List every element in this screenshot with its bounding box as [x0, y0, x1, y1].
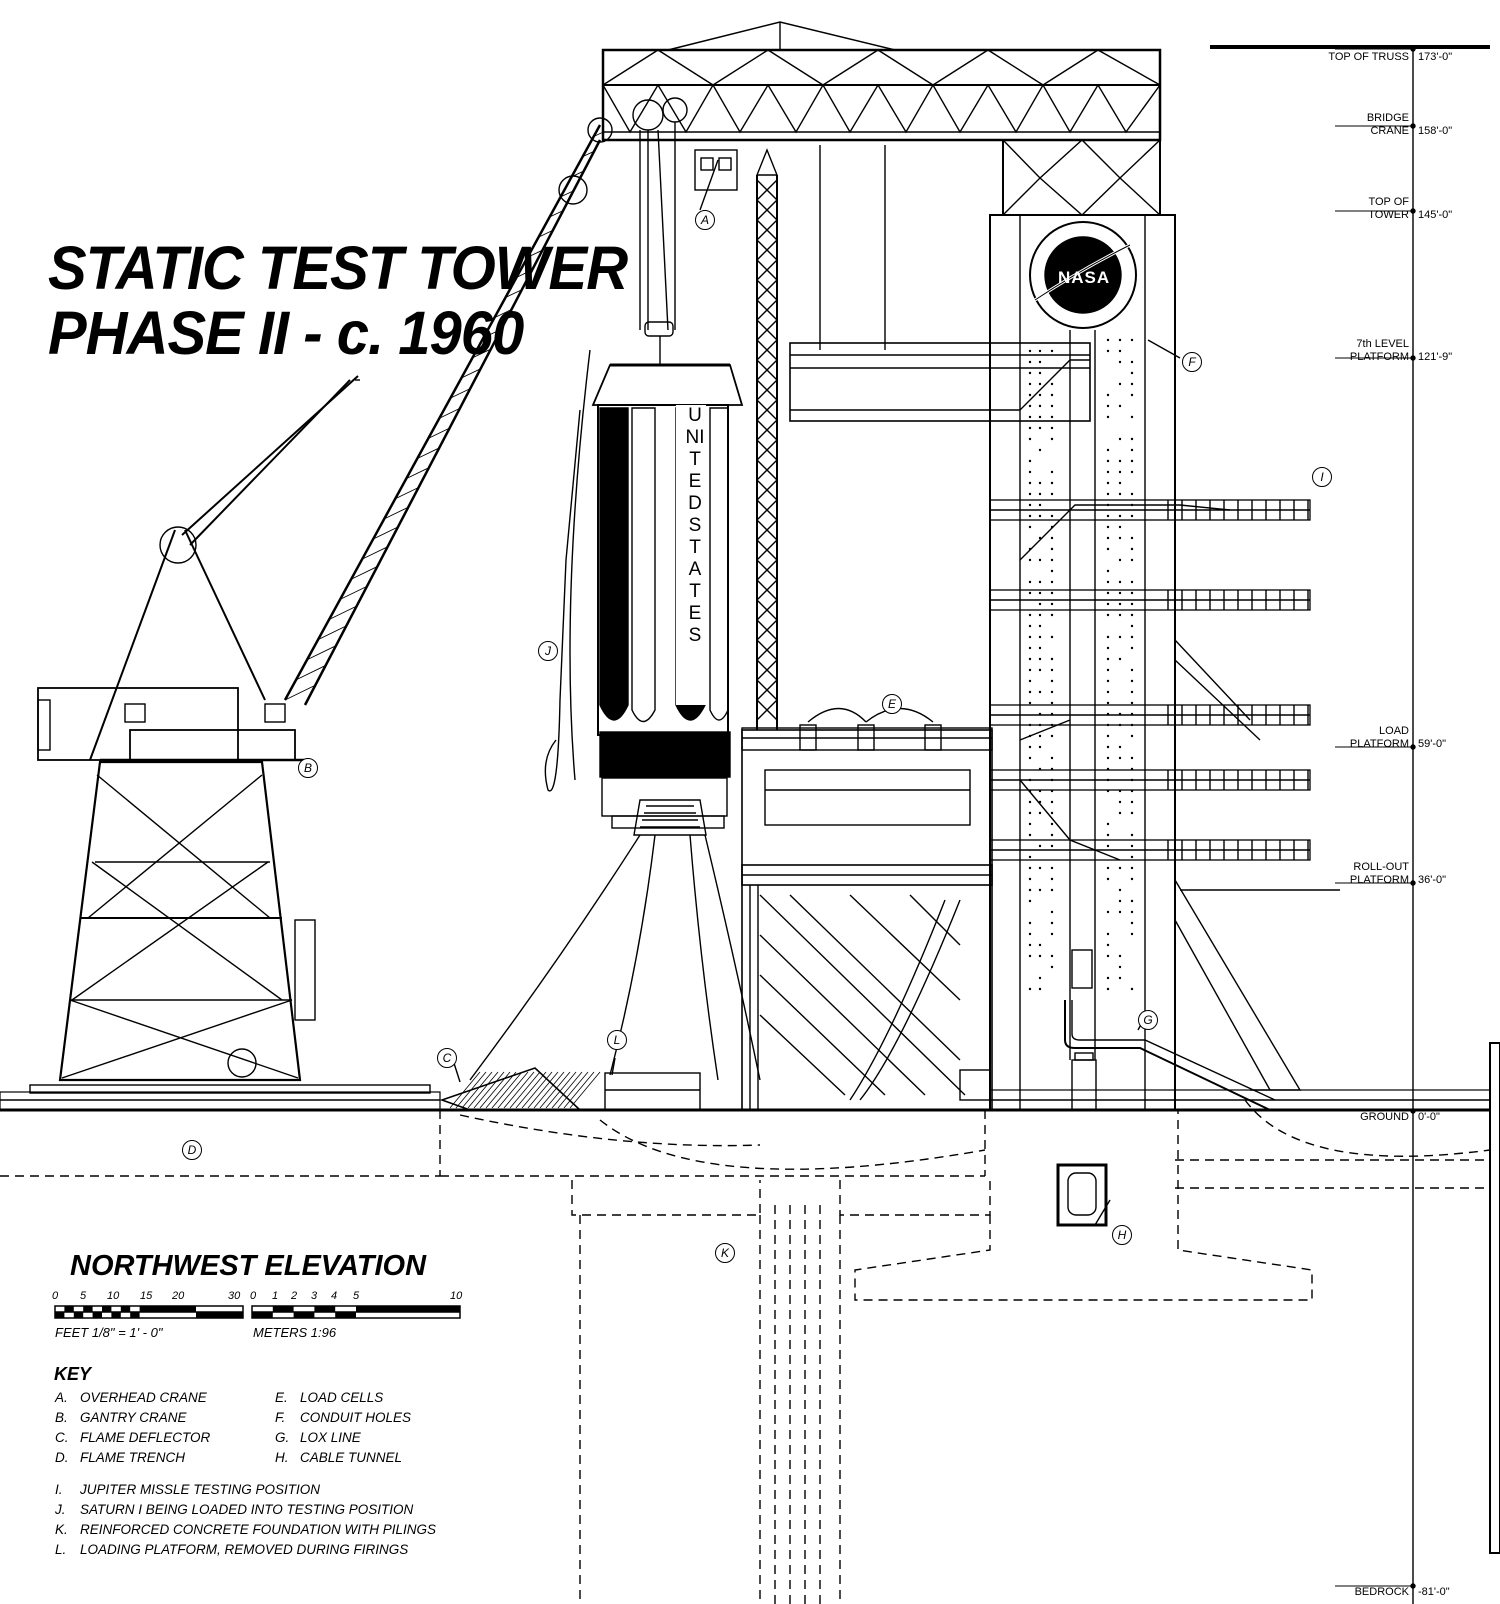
- scale-bar: [55, 1306, 460, 1318]
- key-item: [55, 1522, 436, 1537]
- meter-tick: 1: [272, 1290, 279, 1302]
- test-stand: [742, 709, 992, 1111]
- callout-l: L: [607, 1030, 627, 1050]
- key-item: [275, 1390, 383, 1405]
- key-item: [55, 1482, 320, 1497]
- concrete-foundation: [572, 1110, 1312, 1604]
- feet-tick: 0: [52, 1290, 59, 1302]
- elevation-value: 121'-9": [1418, 351, 1453, 363]
- elevation-value: 158'-0": [1418, 125, 1453, 137]
- saturn-rocket: [470, 336, 760, 1080]
- view-title: NORTHWEST ELEVATION: [70, 1250, 427, 1282]
- nasa-logo-text: NASA: [1058, 268, 1111, 287]
- key-text: LOX LINE: [300, 1430, 361, 1445]
- key-item: [55, 1502, 413, 1517]
- key-letter: A.: [55, 1390, 68, 1405]
- elevation-label: 7th LEVEL PLATFORM: [1349, 338, 1409, 363]
- elevation-label: TOP OF TRUSS: [1328, 51, 1409, 63]
- meter-tick: 3: [311, 1290, 318, 1302]
- elevation-value: 36'-0": [1418, 874, 1447, 886]
- key-text: CABLE TUNNEL: [300, 1450, 403, 1465]
- callout-c: C: [437, 1048, 457, 1068]
- feet-tick: 5: [80, 1290, 87, 1302]
- key-text: SATURN I BEING LOADED INTO TESTING POSITION: [80, 1502, 414, 1517]
- key-item: [55, 1430, 210, 1445]
- callout-b: B: [298, 758, 318, 778]
- callout-f: F: [1182, 352, 1202, 372]
- flame-trench: [0, 1100, 1490, 1188]
- feet-tick: 10: [107, 1290, 120, 1302]
- callout-h: H: [1112, 1225, 1132, 1245]
- key-text: GANTRY CRANE: [80, 1410, 187, 1425]
- key-letter: D.: [55, 1450, 69, 1465]
- key-text: LOAD CELLS: [300, 1390, 384, 1405]
- callout-g: G: [1138, 1010, 1158, 1030]
- key-letter: E.: [275, 1390, 288, 1405]
- key-letter: G.: [275, 1430, 290, 1445]
- meter-tick: 2: [291, 1290, 298, 1302]
- callout-i: I: [1312, 467, 1332, 487]
- elevation-label: BRIDGE CRANE: [1366, 112, 1409, 137]
- title-line1: STATIC TEST TOWER: [48, 234, 628, 303]
- key-item: [275, 1410, 411, 1425]
- meter-tick: 0: [250, 1290, 257, 1302]
- elevation-value: 0'-0": [1418, 1111, 1440, 1123]
- callout-j: J: [538, 641, 558, 661]
- key-letter: I.: [55, 1482, 63, 1497]
- elevation-label: ROLL-OUT PLATFORM: [1349, 861, 1409, 886]
- key-title: KEY: [54, 1364, 92, 1384]
- callout-k: K: [715, 1243, 735, 1263]
- callout-a: A: [695, 210, 715, 230]
- flame-deflector: [442, 1068, 700, 1110]
- cable-tunnel: [1058, 1165, 1106, 1225]
- key-item: [55, 1542, 408, 1557]
- meters-label: METERS 1:96: [253, 1325, 337, 1340]
- key-item: [55, 1410, 187, 1425]
- key-item: [275, 1430, 361, 1445]
- elevation-value: 173'-0": [1418, 51, 1453, 63]
- title-line2: PHASE II - c. 1960: [48, 299, 524, 368]
- key-item: [55, 1390, 207, 1405]
- lattice-mast: [757, 150, 777, 730]
- key-letter: L.: [55, 1542, 67, 1557]
- key-item: [275, 1450, 402, 1465]
- key-letter: F.: [275, 1410, 286, 1425]
- feet-label: FEET 1/8" = 1' - 0": [55, 1325, 163, 1340]
- elevation-label: BEDROCK: [1354, 1586, 1409, 1598]
- key-text: LOADING PLATFORM, REMOVED DURING FIRINGS: [80, 1542, 409, 1557]
- callout-d: D: [182, 1140, 202, 1160]
- elevation-label: TOP OF TOWER: [1368, 196, 1409, 221]
- key-letter: C.: [55, 1430, 69, 1445]
- key-text: REINFORCED CONCRETE FOUNDATION WITH PILINGS: [80, 1522, 437, 1537]
- key-text: FLAME DEFLECTOR: [80, 1430, 211, 1445]
- key-letter: J.: [55, 1502, 66, 1517]
- elevation-label: GROUND: [1360, 1111, 1409, 1123]
- key-letter: H.: [275, 1450, 289, 1465]
- meter-tick: 4: [331, 1290, 338, 1302]
- feet-tick: 20: [172, 1290, 185, 1302]
- callout-e: E: [882, 694, 902, 714]
- elevation-label: LOAD PLATFORM: [1349, 725, 1409, 750]
- meter-tick: 10: [450, 1290, 463, 1302]
- feet-tick: 15: [140, 1290, 153, 1302]
- key-letter: K.: [55, 1522, 68, 1537]
- feet-tick: 30: [228, 1290, 241, 1302]
- elevation-value: 145'-0": [1418, 209, 1453, 221]
- key-text: JUPITER MISSLE TESTING POSITION: [80, 1482, 321, 1497]
- elevation-scale: [1210, 47, 1490, 1604]
- elevation-value: 59'-0": [1418, 738, 1447, 750]
- key-text: FLAME TRENCH: [80, 1450, 186, 1465]
- key-text: OVERHEAD CRANE: [80, 1390, 207, 1405]
- key-item: [55, 1450, 185, 1465]
- key-letter: B.: [55, 1410, 68, 1425]
- meter-tick: 5: [353, 1290, 360, 1302]
- key-text: CONDUIT HOLES: [300, 1410, 412, 1425]
- rocket-lettering: UNITED STATES: [685, 405, 705, 646]
- elevation-value: -81'-0": [1418, 1586, 1450, 1598]
